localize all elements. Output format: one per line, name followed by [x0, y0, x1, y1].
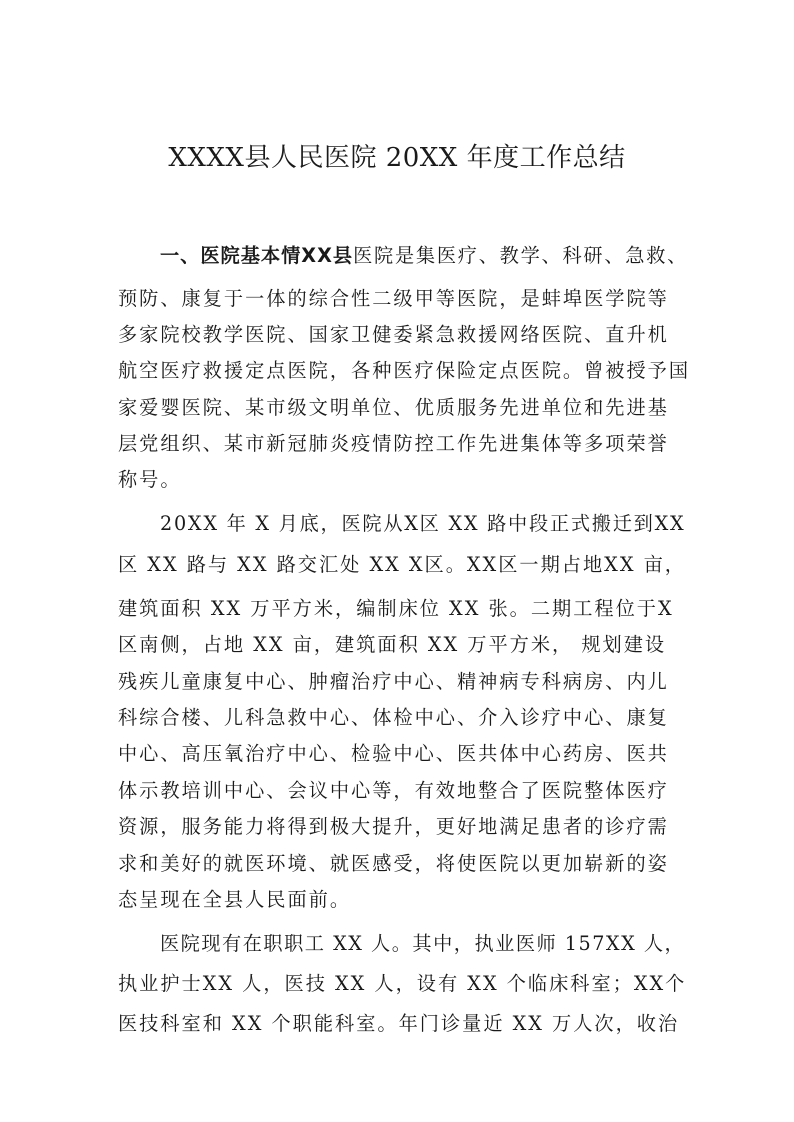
- paragraph2-line: 资源，服务能力将得到极大提升，更好地满足患者的诊疗需: [118, 815, 669, 838]
- paragraph2-line: 求和美好的就医环境、就医感受，将使医院以更加崭新的姿: [118, 852, 669, 875]
- paragraph2-line: 残疾儿童康复中心、肿瘤治疗中心、精神病专科病房、内儿: [118, 670, 669, 693]
- paragraph2-line: 建筑面积 XX 万平方米，编制床位 XX 张。二期工程位于X: [118, 597, 674, 620]
- paragraph2-line: 科综合楼、儿科急救中心、体检中心、介入诊疗中心、康复: [118, 706, 669, 729]
- section1-first-line-text: 医院是集医疗、教学、科研、急救、: [353, 244, 689, 267]
- paragraph3-line: 医技科室和 XX 个职能科室。年门诊量近 XX 万人次，收治: [118, 1012, 680, 1035]
- paragraph2-line: 区南侧，占地 XX 亩，建筑面积 XX 万平方米， 规划建设: [118, 633, 667, 656]
- section1-line: 层党组织、某市新冠肺炎疫情防控工作先进集体等多项荣誉: [118, 432, 669, 455]
- paragraph2-line: 体示教培训中心、会议中心等，有效地整合了医院整体医疗: [118, 779, 669, 802]
- paragraph3-line: 医院现有在职职工 XX 人。其中，执业医师 157XX 人，: [160, 932, 686, 955]
- document-title: XXXX县人民医院 20XX 年度工作总结: [168, 143, 626, 173]
- section1-line: 家爱婴医院、某市级文明单位、优质服务先进单位和先进基: [118, 396, 669, 419]
- section1-first-line: [160, 243, 688, 269]
- section1-line: 多家院校教学医院、国家卫健委紧急救援网络医院、直升机: [118, 323, 669, 346]
- paragraph2-line: 20XX 年 X 月底，医院从X区 XX 路中段正式搬迁到XX: [160, 512, 686, 535]
- paragraph2-line: 中心、高压氧治疗中心、检验中心、医共体中心药房、医共: [118, 742, 669, 765]
- section1-heading: 一、医院基本情XX县: [160, 244, 354, 267]
- section1-line: 航空医疗救援定点医院，各种医疗保险定点医院。曾被授予国: [118, 359, 691, 382]
- paragraph2-line: 区 XX 路与 XX 路交汇处 XX X区。XX区一期占地XX 亩，: [118, 553, 686, 576]
- section1-line: 预防、康复于一体的综合性二级甲等医院，是蚌埠医学院等: [118, 287, 669, 310]
- paragraph3-line: 执业护士XX 人，医技 XX 人，设有 XX 个临床科室；XX个: [118, 972, 687, 995]
- paragraph2-line: 态呈现在全县人民面前。: [118, 888, 352, 911]
- section1-line: 称号。: [118, 468, 182, 491]
